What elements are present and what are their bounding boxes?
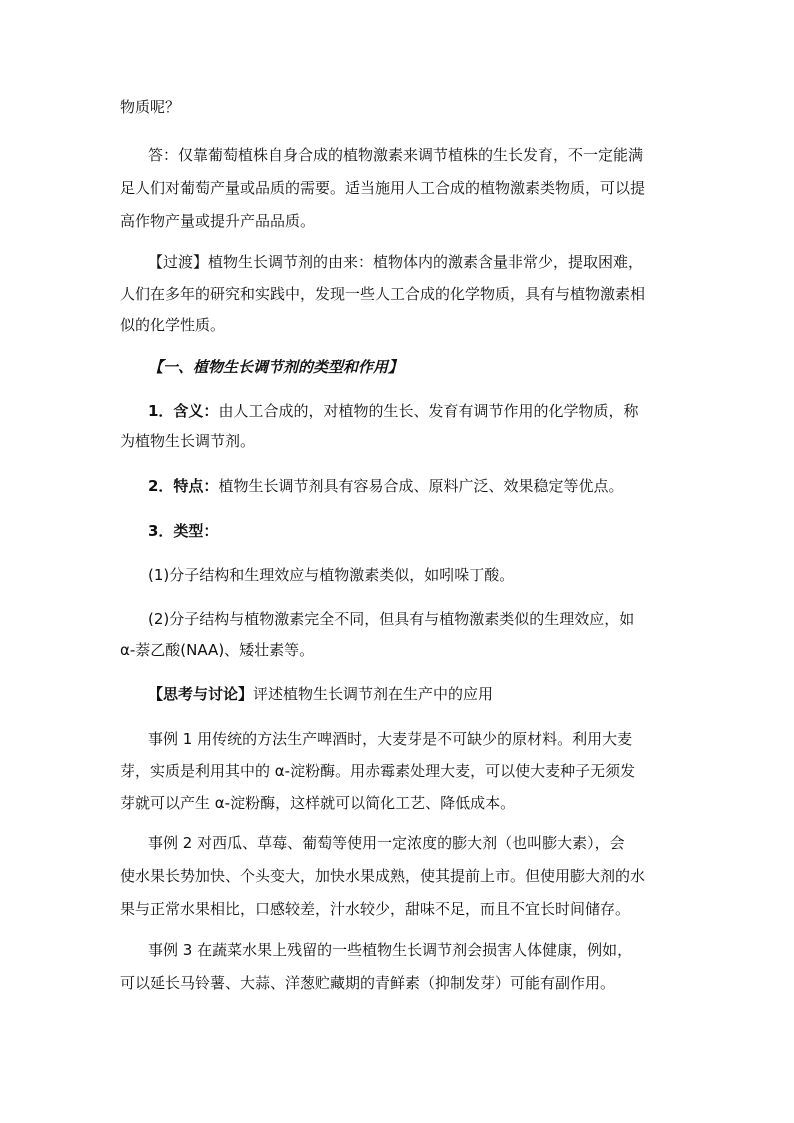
types-label: 3．类型： — [148, 522, 219, 540]
text-span: 植物生长调节剂具有容易合成、原料广泛、效果稳定等优点。 — [218, 477, 624, 495]
text-span: 物质呢？ — [120, 98, 181, 116]
text-span: 似的化学性质。 — [120, 316, 226, 334]
text-span: 高作物产量或提升产品品质。 — [120, 212, 316, 230]
definition-line-2 — [120, 431, 255, 451]
example-1-line-2 — [120, 761, 635, 781]
definition-line-1 — [148, 401, 638, 421]
example-2-line-2 — [120, 866, 645, 886]
transition-paragraph-line-1 — [148, 252, 643, 272]
example-2-line-3 — [120, 899, 630, 919]
example-1-line-1 — [148, 729, 632, 749]
text-span: 【一、植物生长调节剂的类型和作用】 — [148, 358, 404, 376]
answer-paragraph-line-2 — [120, 178, 645, 198]
example-1-line-3 — [120, 793, 515, 813]
text-span: (2)分子结构与植物激素完全不同，但具有与植物激素类似的生理效应，如 — [148, 610, 635, 628]
example-3-line-2 — [120, 973, 615, 993]
example-3-line-1 — [148, 940, 632, 960]
type-2-line-2 — [120, 640, 314, 660]
text-span: 事例 1 用传统的方法生产啤酒时，大麦芽是不可缺少的原材料。利用大麦 — [148, 730, 633, 748]
example-2-line-1 — [148, 833, 625, 853]
definition-label: 1．含义： — [148, 402, 219, 420]
transition-paragraph-line-2 — [120, 284, 645, 304]
text-span: (1)分子结构和生理效应与植物激素类似，如吲哚丁酸。 — [148, 566, 515, 584]
section-heading — [148, 357, 403, 377]
text-span: 评述植物生长调节剂在生产中的应用 — [253, 685, 494, 703]
text-span: 使水果长势加快、个头变大，加快水果成熟，使其提前上市。但使用膨大剂的水 — [120, 867, 646, 885]
text-span: 由人工合成的，对植物的生长、发育有调节作用的化学物质，称 — [218, 402, 639, 420]
text-span: α-萘乙酸(NAA)、矮壮素等。 — [120, 641, 315, 659]
features-label: 2．特点： — [148, 477, 219, 495]
types-line — [148, 521, 218, 541]
text-span: 人们在多年的研究和实践中，发现一些人工合成的化学物质，具有与植物激素相 — [120, 285, 646, 303]
text-span: 为植物生长调节剂。 — [120, 432, 256, 450]
features-line — [148, 476, 623, 496]
text-span: 芽，实质是利用其中的 α-淀粉酶。用赤霉素处理大麦，可以使大麦种子无须发 — [120, 762, 636, 780]
text-span: 足人们对葡萄产量或品质的需要。适当施用人工合成的植物激素类物质，可以提 — [120, 179, 646, 197]
transition-paragraph-line-3 — [120, 315, 225, 335]
discussion-heading-line — [148, 684, 493, 704]
text-span: 【过渡】植物生长调节剂的由来：植物体内的激素含量非常少，提取困难， — [148, 253, 644, 271]
type-1-line — [148, 565, 514, 585]
text-span: 果与正常水果相比，口感较差，汁水较少，甜味不足，而且不宜长时间储存。 — [120, 900, 631, 918]
text-line — [120, 97, 180, 117]
text-span: 可以延长马铃薯、大蒜、洋葱贮藏期的青鲜素（抑制发芽）可能有副作用。 — [120, 974, 616, 992]
answer-paragraph-line-1 — [148, 145, 643, 165]
discussion-label: 【思考与讨论】 — [148, 685, 254, 703]
text-span: 答：仅靠葡萄植株自身合成的植物激素来调节植株的生长发育，不一定能满 — [148, 146, 644, 164]
text-span: 事例 3 在蔬菜水果上残留的一些植物生长调节剂会损害人体健康，例如， — [148, 941, 633, 959]
answer-paragraph-line-3 — [120, 211, 315, 231]
text-span: 芽就可以产生 α-淀粉酶，这样就可以简化工艺、降低成本。 — [120, 794, 516, 812]
text-span: 事例 2 对西瓜、草莓、葡萄等使用一定浓度的膨大剂（也叫膨大素），会 — [148, 834, 625, 852]
type-2-line-1 — [148, 609, 634, 629]
